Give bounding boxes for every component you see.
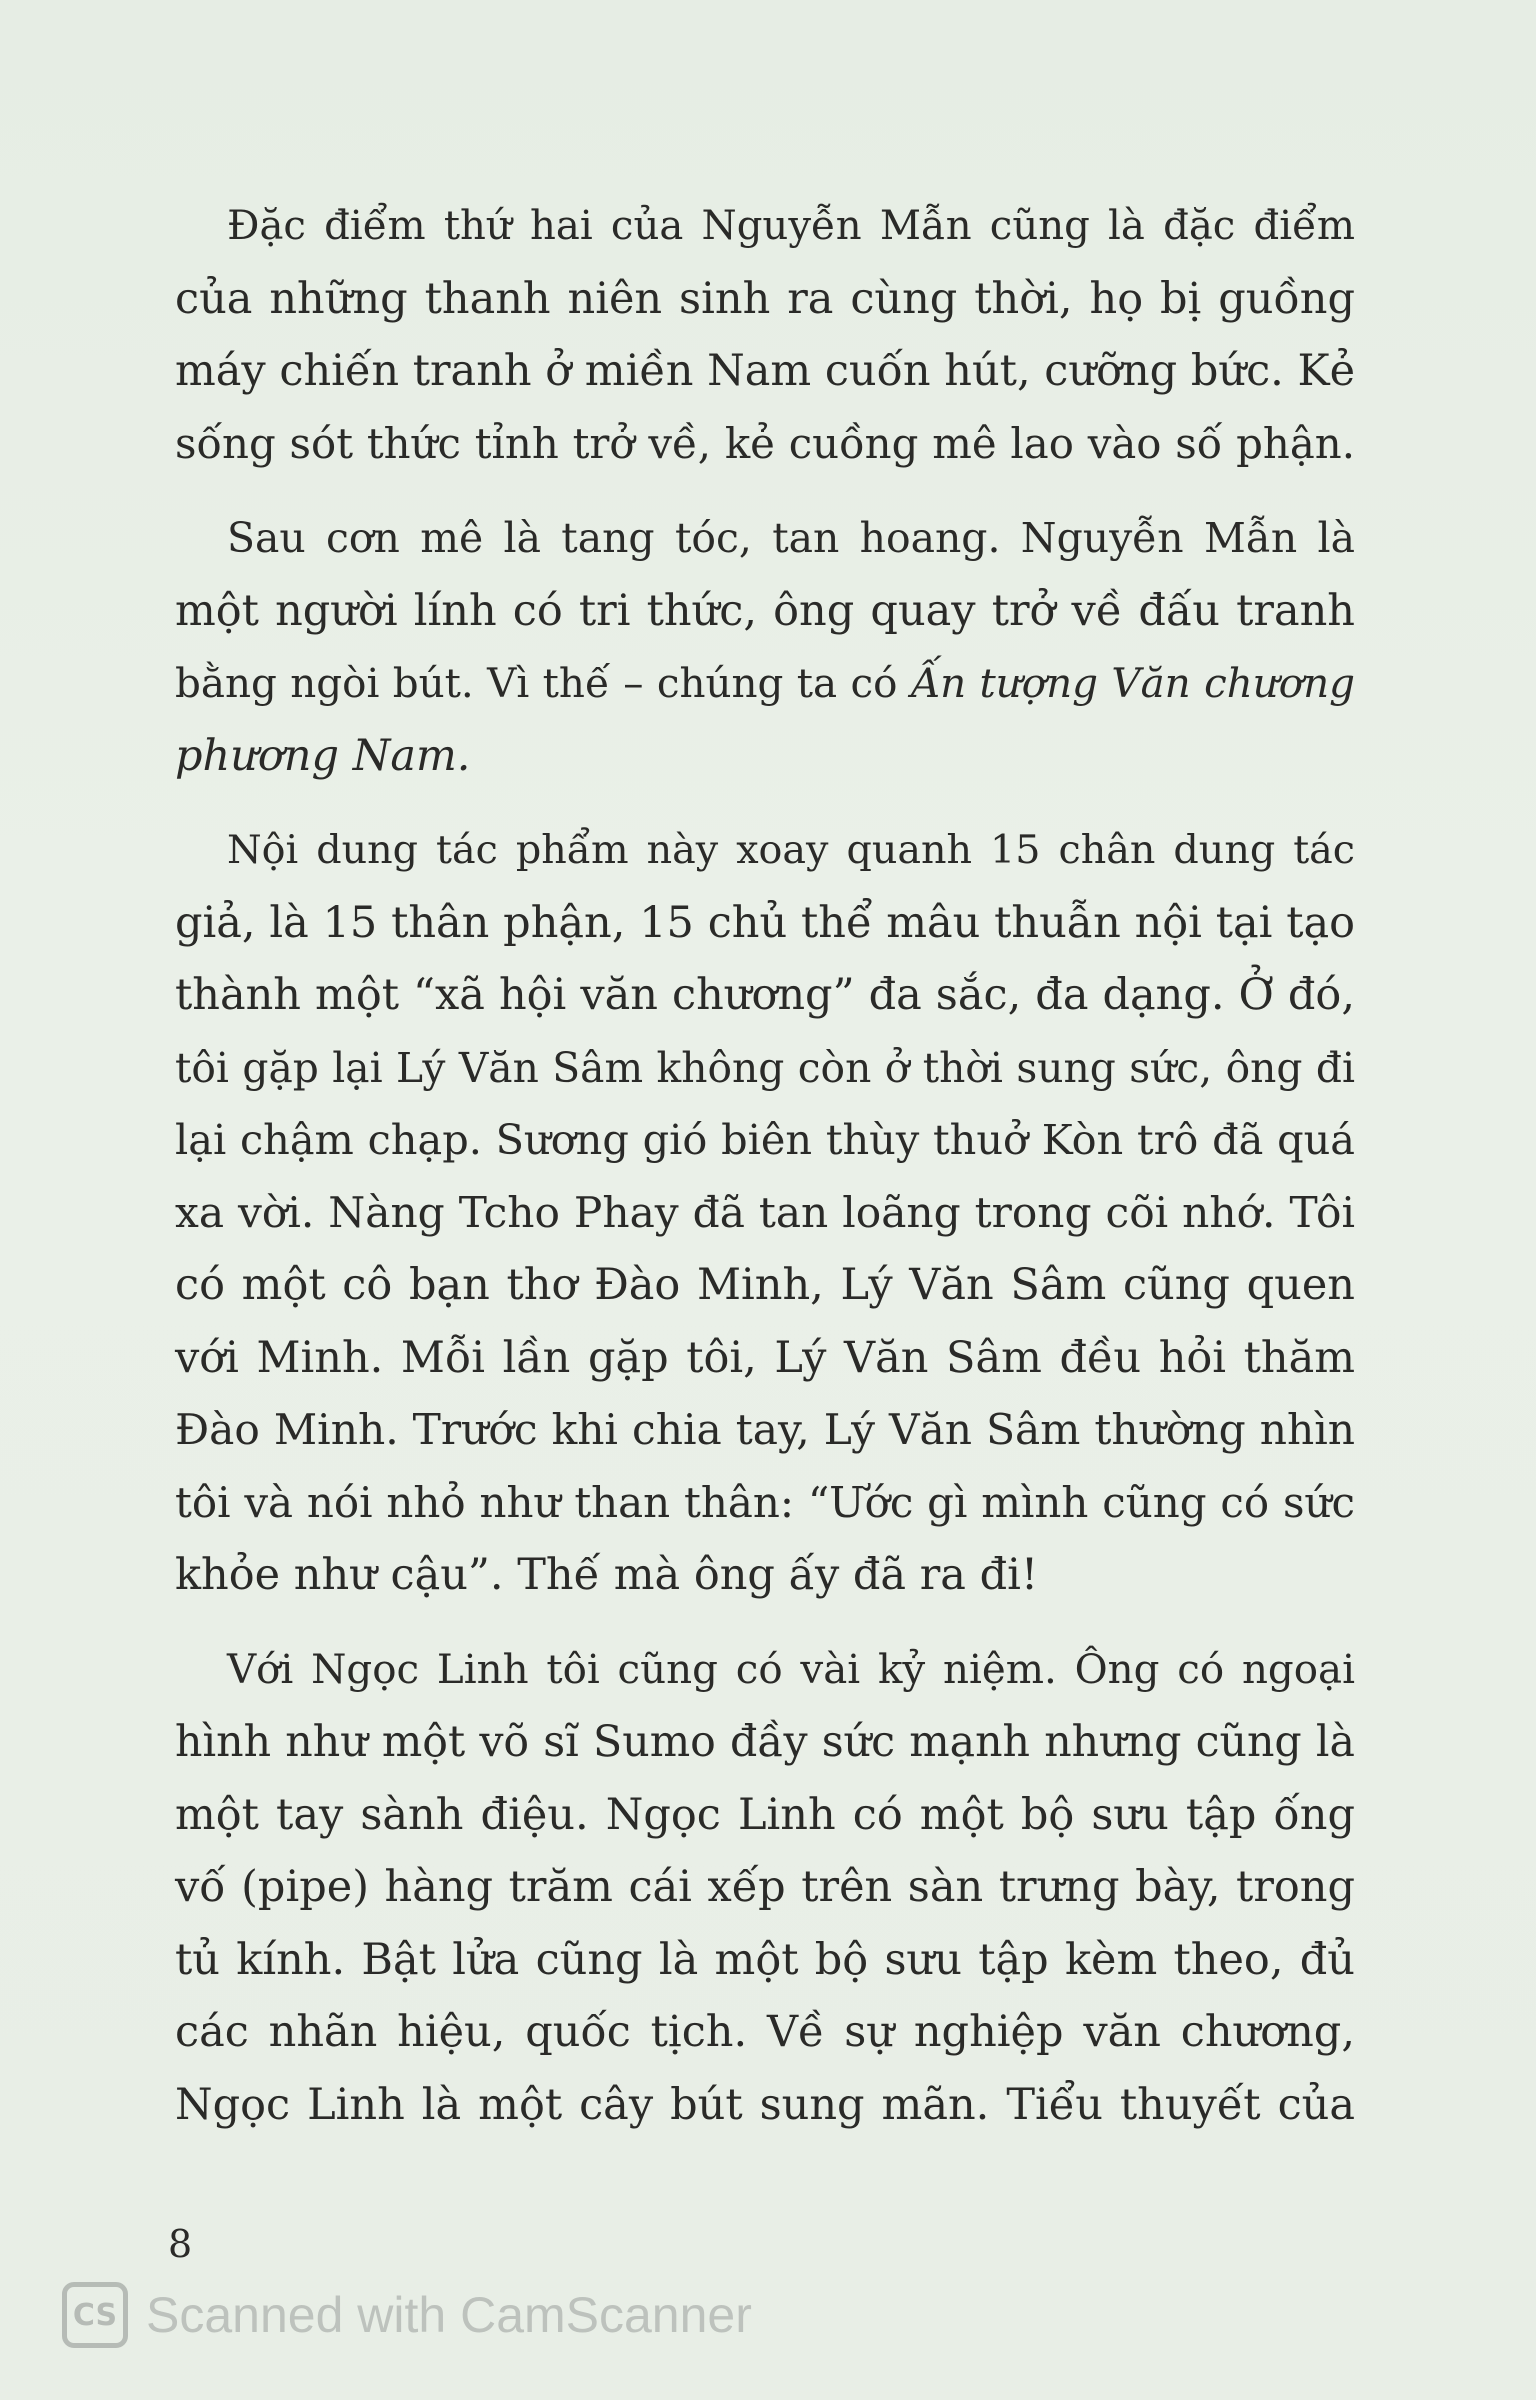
- text-line: tủ kính. Bật lửa cũng là một bộ sưu tập kèm theo, đủ: [175, 1934, 1355, 1985]
- text-line: lại chậm chạp. Sương gió biên thùy thuở Kòn trô đã quá: [175, 1116, 1355, 1164]
- book-title-italic: phương Nam.: [175, 730, 471, 781]
- text-line: tôi và nói nhỏ như than thân: “Ước gì mình cũng có sức: [175, 1477, 1355, 1527]
- text-line: với Minh. Mỗi lần gặp tôi, Lý Văn Sâm đều hỏi thăm: [175, 1332, 1355, 1383]
- text-line: của những thanh niên sinh ra cùng thời, họ bị guồng: [175, 273, 1355, 324]
- text-line: Với Ngọc Linh tôi cũng có vài kỷ niệm. Ông có ngoại: [227, 1645, 1355, 1693]
- paragraph-3: [175, 814, 1355, 1612]
- text-line: có một cô bạn thơ Đào Minh, Lý Văn Sâm cũng quen: [175, 1260, 1355, 1310]
- paragraph-4: [175, 1634, 1355, 2142]
- camscanner-logo-icon: CS: [62, 2282, 128, 2348]
- text-line: Đặc điểm thứ hai của Nguyễn Mẫn cũng là đặc điểm: [227, 203, 1355, 249]
- camscanner-watermark: [62, 2282, 752, 2348]
- text-line: Sau cơn mê là tang tóc, tan hoang. Nguyễn Mẫn là: [227, 514, 1355, 562]
- watermark-text: Scanned with CamScanner: [146, 2287, 752, 2343]
- book-title-italic: Ấn tượng Văn chương: [910, 659, 1355, 707]
- text-line: một người lính có tri thức, ông quay trở về đấu tranh: [175, 585, 1355, 636]
- text-line: máy chiến tranh ở miền Nam cuốn hút, cưỡng bức. Kẻ: [175, 346, 1356, 396]
- text-line: giả, là 15 thân phận, 15 chủ thể mâu thuẫn nội tại tạo: [175, 897, 1355, 948]
- text-line: Đào Minh. Trước khi chia tay, Lý Văn Sâm thường nhìn: [175, 1405, 1355, 1454]
- text-line: Nội dung tác phẩm này xoay quanh 15 chân dung tác: [227, 827, 1355, 873]
- text-line: vố (pipe) hàng trăm cái xếp trên sàn trưng bày, trong: [175, 1862, 1355, 1912]
- text-line: hình như một võ sĩ Sumo đầy sức mạnh nhưng cũng là: [175, 1717, 1355, 1767]
- paragraph-2: [175, 502, 1355, 792]
- body-text: [175, 190, 1355, 2163]
- text-line: một tay sành điệu. Ngọc Linh có một bộ sưu tập ống: [175, 1789, 1355, 1840]
- text-line: sống sót thức tỉnh trở về, kẻ cuồng mê lao vào số phận.: [175, 418, 1355, 468]
- text-line: khỏe như cậu”. Thế mà ông ấy đã ra đi!: [175, 1550, 1039, 1600]
- text-line: [175, 647, 1355, 720]
- page-number: 8: [168, 2222, 193, 2266]
- text-line: Ngọc Linh là một cây bút sung mãn. Tiểu thuyết của: [175, 2079, 1355, 2130]
- text-line: xa vời. Nàng Tcho Phay đã tan loãng trong cõi nhớ. Tôi: [175, 1187, 1355, 1237]
- text-line: tôi gặp lại Lý Văn Sâm không còn ở thời sung sức, ông đi: [175, 1043, 1355, 1092]
- text-segment: bằng ngòi bút. Vì thế – chúng ta có: [175, 659, 911, 707]
- text-line: thành một “xã hội văn chương” đa sắc, đa dạng. Ở đó,: [175, 970, 1355, 1020]
- text-line: các nhãn hiệu, quốc tịch. Về sự nghiệp văn chương,: [175, 2007, 1355, 2057]
- paragraph-1: [175, 190, 1355, 480]
